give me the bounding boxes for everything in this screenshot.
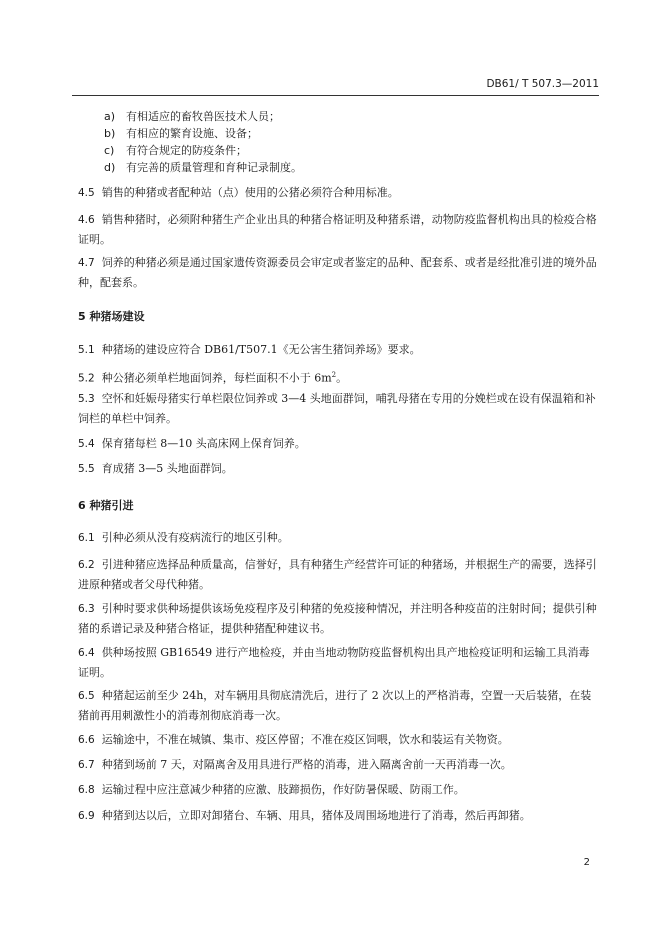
clause-6-2: 6.2 引进种猪应选择品种质量高，信誉好，具有种猪生产经营许可证的种猪场，并根据生产的需要，选择引进原种猪或者父母代种猪。 [78,558,597,591]
clause-6-9: 6.9 种猪到达以后，立即对卸猪台、车辆、用具，猪体及周围场地进行了消毒，然后再卸猪。 [78,809,531,822]
clause-5-1: 5.1 种猪场的建设应符合 DB61/T507.1《无公害生猪饲养场》要求。 [78,343,421,356]
clause-6-1: 6.1 引种必须从没有疫病流行的地区引种。 [78,531,289,544]
clause-5-3: 5.3 空怀和妊娠母猪实行单栏限位饲养或 3—4 头地面群饲，哺乳母猪在专用的分娩栏或在设有保温箱和补饲栏的单栏中饲养。 [78,392,596,425]
header-rule [72,95,599,96]
list-item: c) 有符合规定的防疫条件； [104,144,247,157]
clause-6-8: 6.8 运输过程中应注意减少种猪的应激、肢蹄损伤，作好防暑保暖、防雨工作。 [78,783,465,796]
section-6-title: 6 种猪引进 [78,499,134,512]
list-item: b) 有相应的繁育设施、设备； [104,127,258,140]
clause-6-6: 6.6 运输途中，不准在城镇、集市、疫区停留；不准在疫区饲喂，饮水和装运有关物资。 [78,733,509,746]
list-item: d) 有完善的质量管理和育种记录制度。 [104,161,302,174]
page-number: 2 [583,857,590,868]
clause-4-7: 4.7 饲养的种猪必须是通过国家遗传资源委员会审定或者鉴定的品种、配套系、或者是经批准引进的境外品种，配套系。 [78,256,597,289]
clause-6-3: 6.3 引种时要求供种场提供该场免疫程序及引种猪的免疫接种情况，并注明各种疫苗的注射时间；提供引种猪的系谱记录及种猪合格证，提供种猪配种建议书。 [78,602,597,635]
clause-5-5: 5.5 育成猪 3—5 头地面群饲。 [78,462,233,475]
clause-6-7: 6.7 种猪到场前 7 天，对隔离舍及用具进行严格的消毒，进入隔离舍前一天再消毒一次。 [78,758,512,771]
clause-4-5: 4.5 销售的种猪或者配种站（点）使用的公猪必须符合种用标准。 [78,186,399,199]
clause-6-5: 6.5 种猪起运前至少 24h，对车辆用具彻底清洗后，进行了 2 次以上的严格消毒，空置一天后装猪，在装猪前再用刺激性小的消毒剂彻底消毒一次。 [78,689,592,722]
clause-6-4: 6.4 供种场按照 GB16549 进行产地检疫，并由当地动物防疫监督机构出具产地检疫证明和运输工具消毒证明。 [78,646,590,679]
clause-5-4: 5.4 保育猪每栏 8—10 头高床网上保育饲养。 [78,437,306,450]
section-5-title: 5 种猪场建设 [78,310,145,323]
clause-5-2: 5.2 种公猪必须单栏地面饲养，每栏面积不小于 $6m^2$。 [78,371,348,385]
clause-4-6: 4.6 销售种猪时，必须附种猪生产企业出具的种猪合格证明及种猪系谱，动物防疫监督机构出具的检疫合格证明。 [78,213,597,246]
list-item: a) 有相适应的畜牧兽医技术人员； [104,110,280,123]
document-code: DB61/ T 507.3—2011 [486,78,599,90]
